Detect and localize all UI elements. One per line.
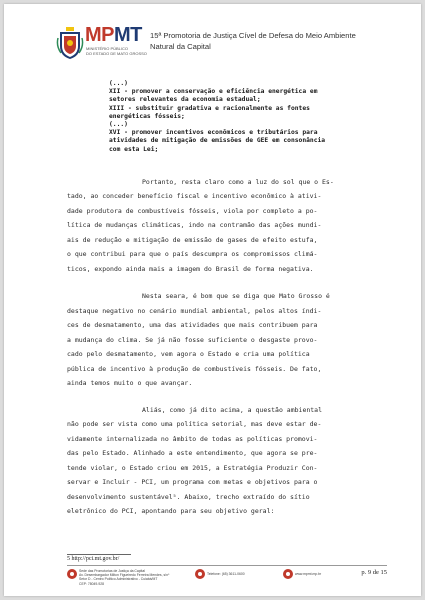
paragraph-line: servar e Incluir - PCI, um programa com metas e objetivos para o	[67, 478, 318, 487]
paragraph-line: ces de desmatamento, uma das atividades que mais contribuem para	[67, 321, 318, 330]
phone-icon	[195, 569, 205, 579]
address-line: CEP: 78049-928	[79, 581, 105, 586]
mpmt-logo	[56, 24, 152, 66]
paragraph-line: não pode ser vista como uma política setorial, mas deve estar de-	[67, 420, 322, 429]
quote-line: com esta Lei;	[109, 145, 159, 153]
paragraph-line: eletrônico do PCI, apontando para seu objetivo geral:	[67, 507, 275, 516]
org-title-line-2: Natural da Capital	[150, 42, 211, 51]
quote-line: setores relevantes da economia estadual;	[109, 96, 261, 104]
paragraph-1	[67, 175, 387, 277]
page-header	[4, 4, 421, 74]
paragraph-line: cado pelo desmatamento, vem agora o Estado e cria uma política	[67, 350, 310, 359]
paragraph-line: vidamente internalizada no âmbito de todas as políticas promovi-	[67, 434, 318, 443]
crest-icon	[56, 26, 84, 60]
page-number: p. 9 de 15	[361, 569, 387, 576]
logo-subtitle	[86, 46, 148, 56]
document-page	[4, 4, 421, 596]
paragraph-line: desenvolvimento sustentável⁵. Abaixo, trecho extraído do sítio	[67, 492, 310, 501]
paragraph-line: ticos, expondo ainda mais a imagem do Brasil de forma negativa.	[67, 264, 314, 273]
paragraph-line: o que contribui para que o país descumpra os compromissos climá-	[67, 250, 318, 259]
paragraph-2	[67, 289, 387, 391]
paragraph-line: Aliás, como já dito acima, a questão ambiental	[142, 405, 323, 414]
address-line: Av. Desembargador Milton Figueiredo Ferreira Mendes, s/nº	[79, 573, 170, 578]
quote-line: (...)	[109, 80, 128, 87]
paragraph-line: Portanto, resta claro como a luz do sol que o Es-	[142, 177, 334, 186]
paragraph-line: lítica de mudanças climáticas, indo na contramão das ações mundi-	[67, 221, 322, 230]
paragraph-line: das pelo Estado. Alinhado a este entendimento, que agora se pre-	[67, 449, 318, 458]
paragraph-line: tende violar, o Estado criou em 2015, a Estratégia Produzir Con-	[67, 463, 318, 472]
footer-address	[79, 569, 179, 586]
paragraph-line: ais de redução e mitigação de emissão de gases de efeito estufa,	[67, 235, 318, 244]
quote-line: XIII - substituir gradativa e racionalmente as fontes	[109, 104, 310, 112]
location-icon	[67, 569, 77, 579]
footer-divider	[67, 565, 387, 566]
page-footer	[67, 567, 387, 589]
paragraph-line: ainda temos muito o que avançar.	[67, 379, 193, 388]
paragraph-line: destaque negativo no cenário mundial ambiental, pelos altos índi-	[67, 306, 322, 315]
logo-mp-text: MP	[85, 24, 114, 46]
paragraph-line: dade produtora de combustíveis fósseis, viola por completo a po-	[67, 206, 318, 215]
paragraph-line: a mudança do clima. Se já não fosse suficiente o desgaste provo-	[67, 335, 318, 344]
paragraph-line: Nesta seara, é bom que se diga que Mato Grosso é	[142, 292, 330, 301]
paragraph-3	[67, 403, 387, 519]
address-line: Setor D - Centro Político Administrativo - Cuiabá/MT	[79, 577, 158, 582]
organization-title	[150, 30, 410, 52]
footer-website[interactable]: www.mpmt.mp.br	[295, 572, 322, 576]
logo-sub-line-1: MINISTÉRIO PÚBLICO	[86, 46, 129, 51]
quote-line: (...)	[109, 121, 128, 129]
quote-line: atividades de mitigação de emissões de GEE em consonância	[109, 137, 326, 145]
document-body	[67, 80, 387, 519]
logo-sub-line-2: DO ESTADO DE MATO GROSSO	[86, 51, 147, 56]
footnote: 5 http://pci.mt.gov.br/	[67, 556, 120, 562]
footnote-divider	[67, 554, 131, 555]
address-line: Sede das Promotorias de Justiça da Capital	[79, 569, 145, 573]
quote-line: energéticas fósseis;	[109, 112, 185, 120]
quote-line: XVI - promover incentivos econômicos e tributários para	[109, 129, 318, 137]
logo-wordmark	[85, 24, 142, 46]
footer-phone: Telefone: (65) 3611-0600	[207, 572, 245, 576]
org-title-line-1: 15ª Promotoria de Justiça Cível de Defesa do Meio Ambiente	[150, 31, 356, 40]
quote-line: XII - promover a conservação e eficiência energética em	[109, 88, 318, 96]
logo-mt-text: MT	[114, 24, 142, 46]
law-quote	[109, 80, 371, 154]
globe-icon	[283, 569, 293, 579]
paragraph-line: pública de incentivo à produção de combustíveis fósseis. De fato,	[67, 364, 322, 373]
paragraph-line: tado, ao conceder benefício fiscal e incentivo econômico à ativi-	[67, 192, 322, 201]
